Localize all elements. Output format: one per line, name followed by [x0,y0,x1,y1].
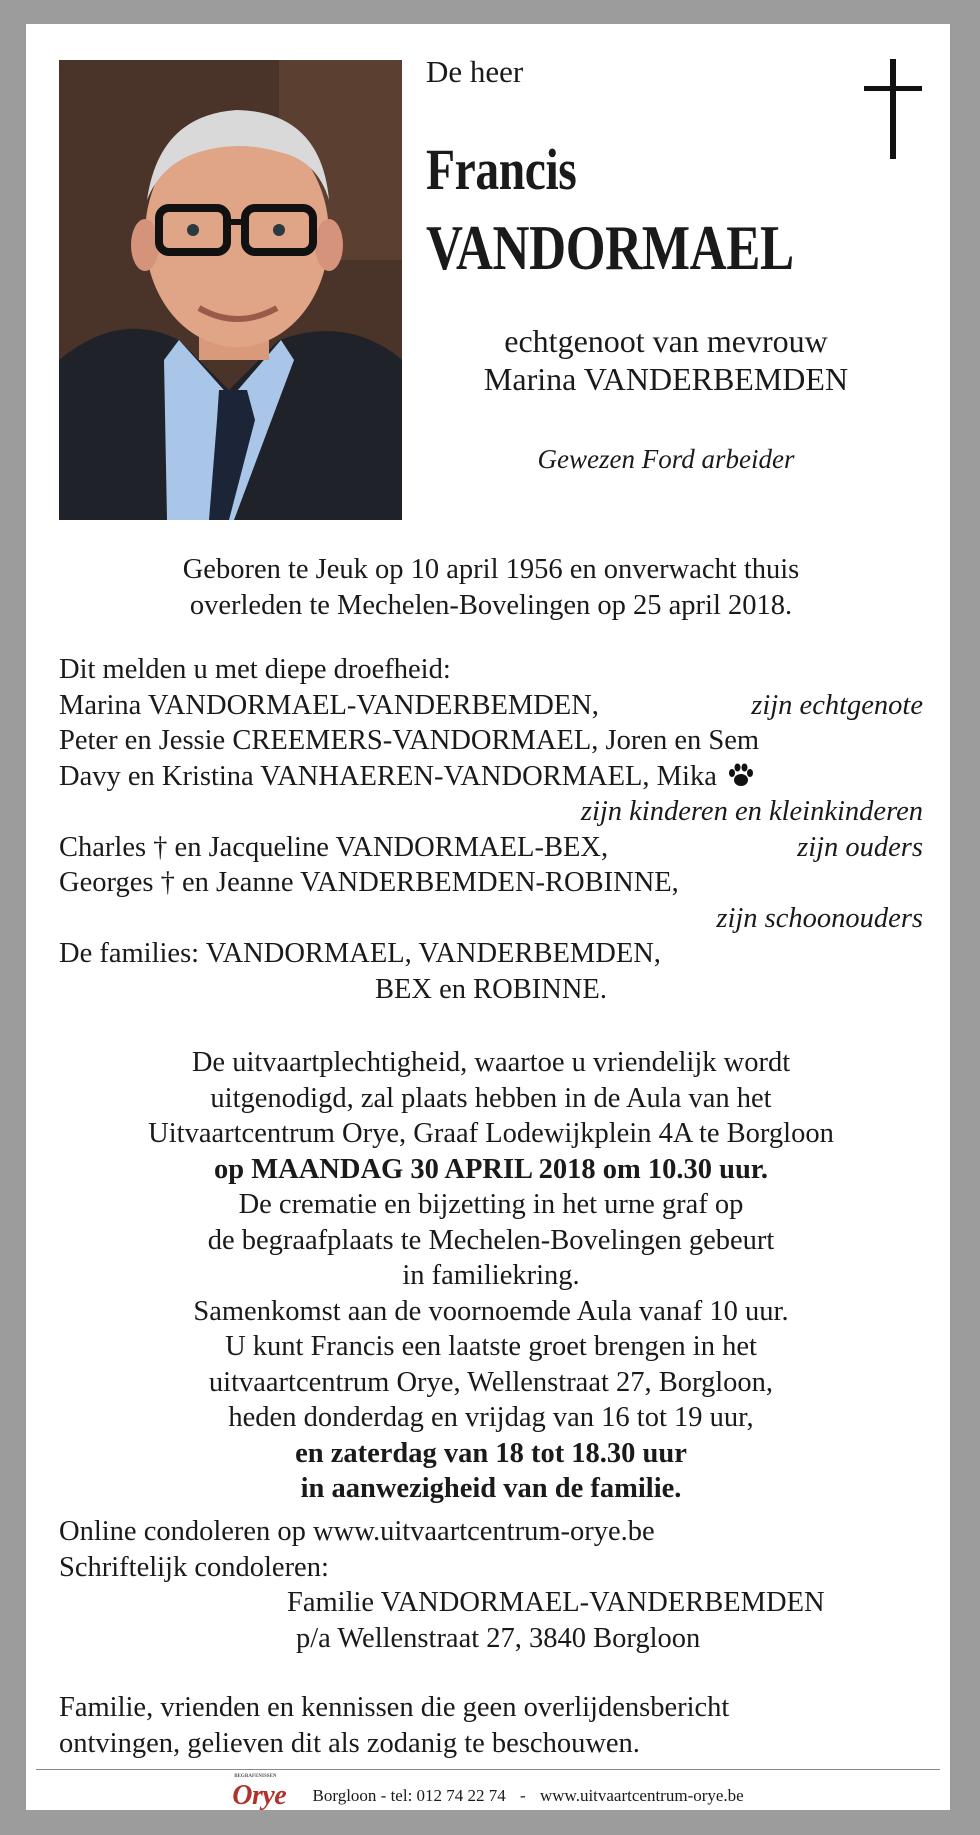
salutation: De heer [426,54,524,89]
logo-tagline: BEGRAFENISSEN [234,1774,277,1779]
family-name: Davy en Kristina VANHAEREN-VANDORMAEL, Mika [59,760,717,792]
closing-line-1: Familie, vrienden en kennissen die geen overlijdensbericht [59,1692,730,1723]
footer-website: www.uitvaartcentrum-orye.be [539,1786,744,1805]
ceremony-line: De crematie en bijzetting in het urne graf op [238,1189,744,1220]
ceremony-line: De uitvaartplechtigheid, waartoe u vriendelijk wordt [191,1047,791,1078]
footer-divider [36,1769,940,1770]
birth-death-info [59,552,923,623]
closing-note [59,1690,923,1761]
family-row-in-laws: Georges † en Jeanne VANDERBEMDEN-ROBINNE, [59,867,679,898]
family-row-parents [59,830,923,866]
family-row-child-2 [59,759,923,795]
orye-logo [232,1774,287,1811]
deceased-first-name: Francis [426,137,577,202]
online-condolence: Online condoleren op www.uitvaartcentrum-orye.be [59,1516,655,1547]
family-role: zijn echtgenote [751,689,923,721]
condolence-info [59,1514,923,1656]
family-role: zijn kinderen en kleinkinderen [580,796,923,827]
ceremony-line: de begraafplaats te Mechelen-Bovelingen gebeurt [207,1224,775,1256]
obituary-card [26,24,950,1810]
condolence-addressee: Familie VANDORMAEL-VANDERBEMDEN [287,1587,825,1618]
deceased-last-name: VANDORMAEL [426,212,794,283]
footer-place-phone: Borgloon - tel: 012 74 22 74 [312,1786,506,1805]
footer [26,1774,950,1812]
birth-line-2: overleden te Mechelen-Bovelingen op 25 april 2018. [189,589,793,621]
family-role: zijn ouders [797,831,923,863]
spouse-line-2: Marina VANDERBEMDEN [483,361,849,397]
family-row-in-laws-role [59,901,923,937]
ceremony-line: Samenkomst aan de voornoemde Aula vanaf 10 uur. [193,1295,789,1327]
ceremony-line: in familiekring. [402,1260,580,1291]
spouse-line-1: echtgenoot van mevrouw [504,323,828,359]
birth-line-1: Geboren te Jeuk op 10 april 1956 en onverwacht thuis [182,554,800,585]
family-row-spouse [59,688,923,724]
portrait-photo [59,60,402,520]
cross-icon [864,59,924,159]
family-name: Charles † en Jacqueline VANDORMAEL-BEX, [59,831,609,863]
portrait-illustration [59,60,402,520]
written-condolence-label: Schriftelijk condoleren: [59,1551,329,1583]
logo-text: Orye [232,1780,287,1811]
family-intro: Dit melden u met diepe droefheid: [59,654,451,685]
ceremony-line: Uitvaartcentrum Orye, Graaf Lodewijkplein 4A te Borgloon [148,1118,834,1149]
family-row-child-1: Peter en Jessie CREEMERS-VANDORMAEL, Joren en Sem [59,725,760,756]
family-list [59,652,923,1007]
paw-print-icon [728,763,754,787]
family-row-families: De families: VANDORMAEL, VANDERBEMDEN, [59,938,661,969]
ceremony-date: op MAANDAG 30 APRIL 2018 om 10.30 uur. [214,1153,768,1185]
family-row-families-cont: BEX en ROBINNE. [375,973,607,1005]
occupation: Gewezen Ford arbeider [537,444,795,474]
ceremony-line: U kunt Francis een laatste groet brengen in het [225,1331,757,1362]
family-row-children-role [59,794,923,830]
family-name: Marina VANDORMAEL-VANDERBEMDEN, [59,689,599,721]
closing-line-2: ontvingen, gelieven dit als zodanig te beschouwen. [59,1727,640,1759]
ceremony-info [59,1045,923,1507]
ceremony-visit-note: in aanwezigheid van de familie. [300,1473,682,1504]
ceremony-line: heden donderdag en vrijdag van 16 tot 19 uur, [228,1402,754,1433]
condolence-address: p/a Wellenstraat 27, 3840 Borgloon [296,1622,701,1654]
family-role: zijn schoonouders [716,902,923,934]
ceremony-visit-time: en zaterdag van 18 tot 18.30 uur [295,1437,687,1469]
spouse-info [426,322,906,398]
ceremony-line: uitgenodigd, zal plaats hebben in de Aula van het [210,1082,772,1114]
footer-separator: - [520,1786,526,1805]
ceremony-line: uitvaartcentrum Orye, Wellenstraat 27, Borgloon, [208,1366,774,1398]
